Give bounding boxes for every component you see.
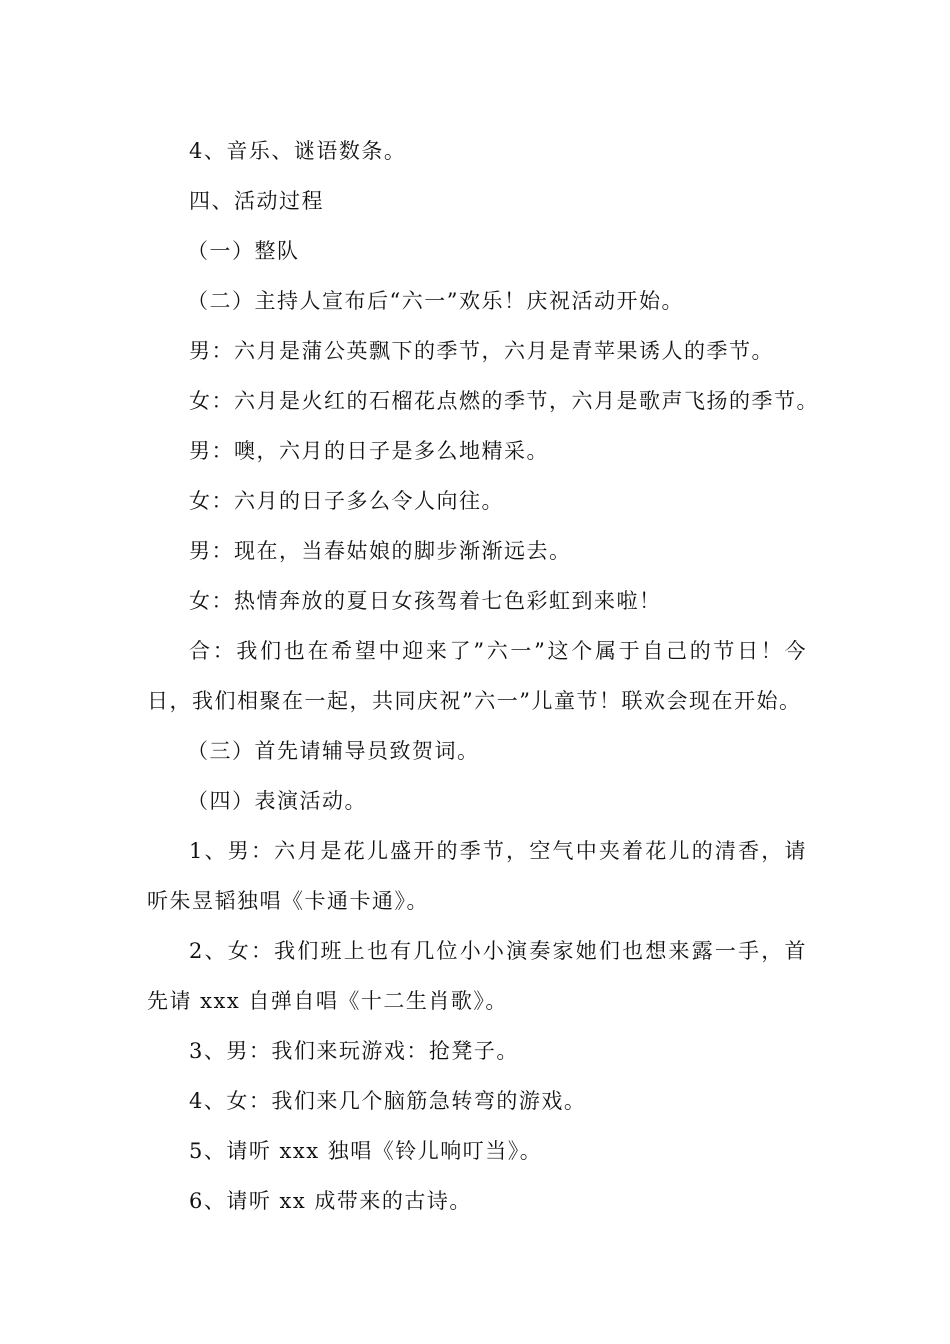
paragraph-dialogue: 男：现在，当春姑娘的脚步渐渐远去。	[189, 539, 572, 563]
paragraph-performance-4: 4、女：我们来几个脑筋急转弯的游戏。	[189, 1089, 587, 1113]
paragraph-dialogue: 女：六月的日子多么令人向往。	[189, 489, 504, 513]
paragraph-performance-1: 1、男：六月是花儿盛开的季节，空气中夹着花儿的清香，请听朱昱韬独唱《卡通卡通》。	[147, 839, 807, 913]
paragraph-step-3: （三）首先请辅导员致贺词。	[187, 739, 480, 763]
paragraph-materials: 4、音乐、谜语数条。	[189, 139, 407, 163]
paragraph-dialogue: 女：热情奔放的夏日女孩驾着七色彩虹到来啦！	[189, 589, 662, 613]
paragraph-step-2: （二）主持人宣布后“六一”欢乐！庆祝活动开始。	[187, 289, 684, 313]
paragraph-performance-3: 3、男：我们来玩游戏：抢凳子。	[189, 1039, 519, 1063]
paragraph-together: 合：我们也在希望中迎来了”六一”这个属于自己的节日！今日，我们相聚在一起，共同庆祝”六一”儿童节！联欢会现在开始。	[147, 639, 807, 713]
paragraph-step-4: （四）表演活动。	[187, 789, 367, 813]
paragraph-dialogue: 男：六月是蒲公英飘下的季节，六月是青苹果诱人的季节。	[189, 339, 774, 363]
paragraph-performance-6: 6、请听 xx 成带来的古诗。	[189, 1189, 472, 1213]
paragraph-performance-5: 5、请听 xxx 独唱《铃儿响叮当》。	[189, 1139, 543, 1163]
document-body	[147, 126, 819, 1226]
paragraph-performance-2: 2、女：我们班上也有几位小小演奏家她们也想来露一手，首先请 xxx 自弹自唱《十二生肖歌》。	[147, 939, 807, 1013]
paragraph-dialogue: 男：噢，六月的日子是多么地精采。	[189, 439, 549, 463]
paragraph-dialogue: 女：六月是火红的石榴花点燃的季节，六月是歌声飞扬的季节。	[189, 389, 819, 413]
paragraph-step-1: （一）整队	[187, 239, 300, 263]
section-heading-activity-process: 四、活动过程	[189, 189, 324, 213]
